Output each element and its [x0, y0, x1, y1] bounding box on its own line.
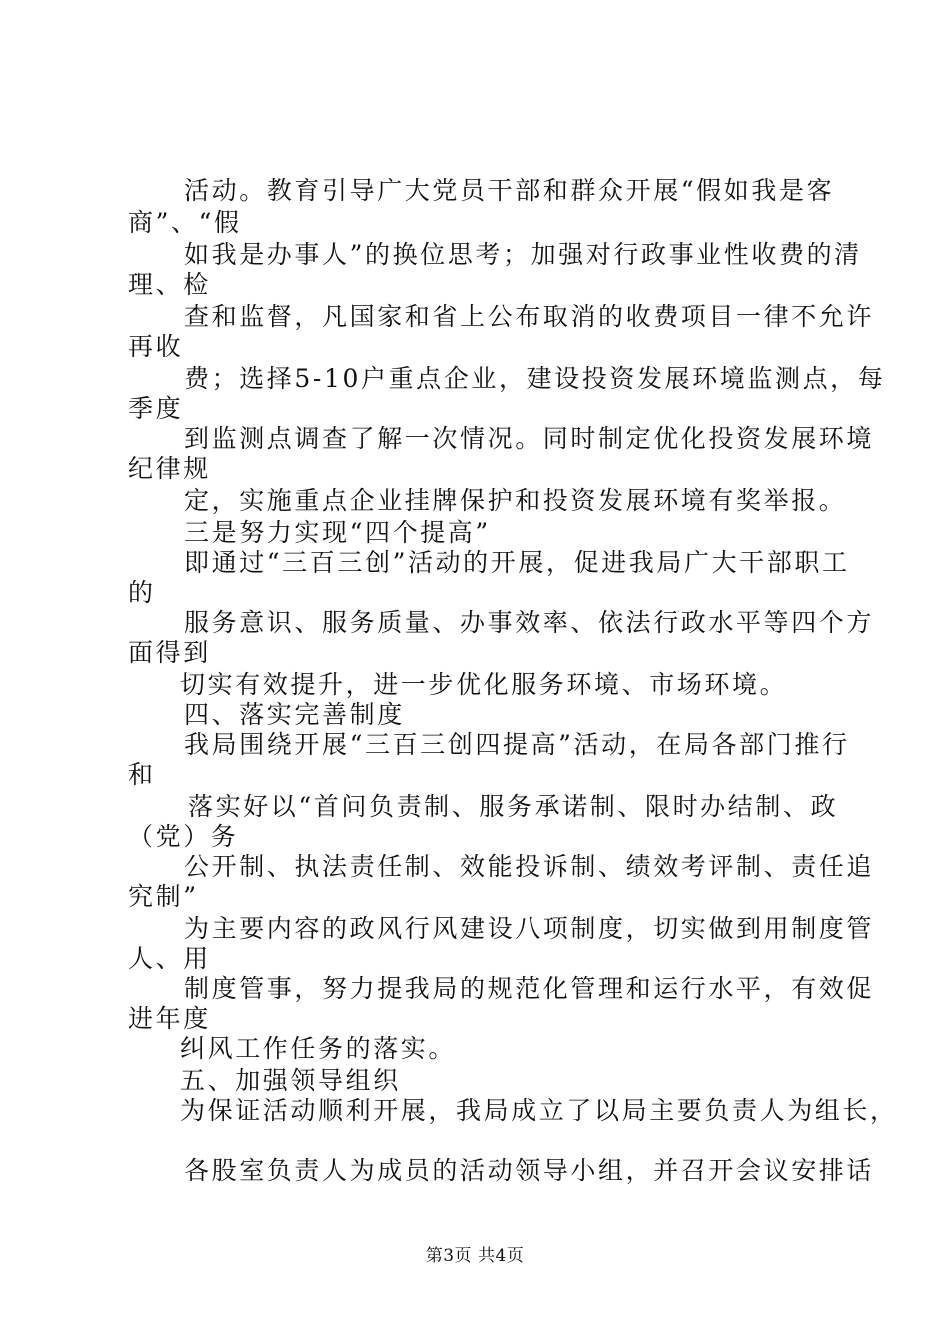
- text-line: 商”、“假: [128, 208, 242, 237]
- text-line: 切实有效提升，进一步优化服务环境、市场环境。: [180, 670, 788, 699]
- text-line: （党）务: [128, 822, 239, 851]
- text-line: 四、落实完善制度: [184, 700, 405, 729]
- text-line: 纪律规: [128, 454, 211, 483]
- text-line: 人、用: [128, 944, 211, 973]
- text-line: 费；选择5-10户重点企业，建设投资发展环境监测点，每: [184, 364, 886, 393]
- text-line: 五、加强领导组织: [180, 1066, 401, 1095]
- text-line: 查和监督，凡国家和省上公布取消的收费项目一律不允许: [184, 302, 875, 331]
- text-line: 如我是办事人”的换位思考；加强对行政事业性收费的清: [184, 240, 862, 269]
- text-line: 服务意识、服务质量、办事效率、依法行政水平等四个方: [184, 608, 875, 637]
- text-line: 各股室负责人为成员的活动领导小组，并召开会议安排话: [184, 1156, 875, 1185]
- text-line: 纠风工作任务的落实。: [180, 1034, 457, 1063]
- text-line: 到监测点调查了解一次情况。同时制定优化投资发展环境: [184, 424, 875, 453]
- text-line: 为保证活动顺利开展，我局成立了以局主要负责人为组长，: [180, 1096, 898, 1125]
- text-line: 我局围绕开展“三百三创四提高”活动，在局各部门推行: [184, 730, 850, 759]
- text-line: 面得到: [128, 638, 211, 667]
- text-line: 活动。教育引导广大党员干部和群众开展“假如我是客: [184, 176, 835, 205]
- text-line: 制度管事，努力提我局的规范化管理和运行水平，有效促: [184, 974, 875, 1003]
- text-line: 理、检: [128, 270, 211, 299]
- text-line: 进年度: [128, 1004, 211, 1033]
- page-footer: 第3页 共4页: [425, 1246, 525, 1266]
- text-line: 究制”: [128, 882, 199, 911]
- text-line: 落实好以“首问负责制、服务承诺制、限时办结制、政: [188, 792, 839, 821]
- text-line: 和: [128, 760, 156, 789]
- text-line: 三是努力实现“四个提高”: [184, 518, 491, 547]
- text-line: 的: [128, 578, 156, 607]
- text-line: 为主要内容的政风行风建设八项制度，切实做到用制度管: [184, 914, 875, 943]
- text-line: 定，实施重点企业挂牌保护和投资发展环境有奖举报。: [184, 486, 847, 515]
- text-line: 再收: [128, 332, 184, 361]
- text-line: 公开制、执法责任制、效能投诉制、绩效考评制、责任追: [184, 852, 875, 881]
- text-line: 季度: [128, 394, 184, 423]
- text-line: 即通过“三百三创”活动的开展，促进我局广大干部职工: [184, 548, 850, 577]
